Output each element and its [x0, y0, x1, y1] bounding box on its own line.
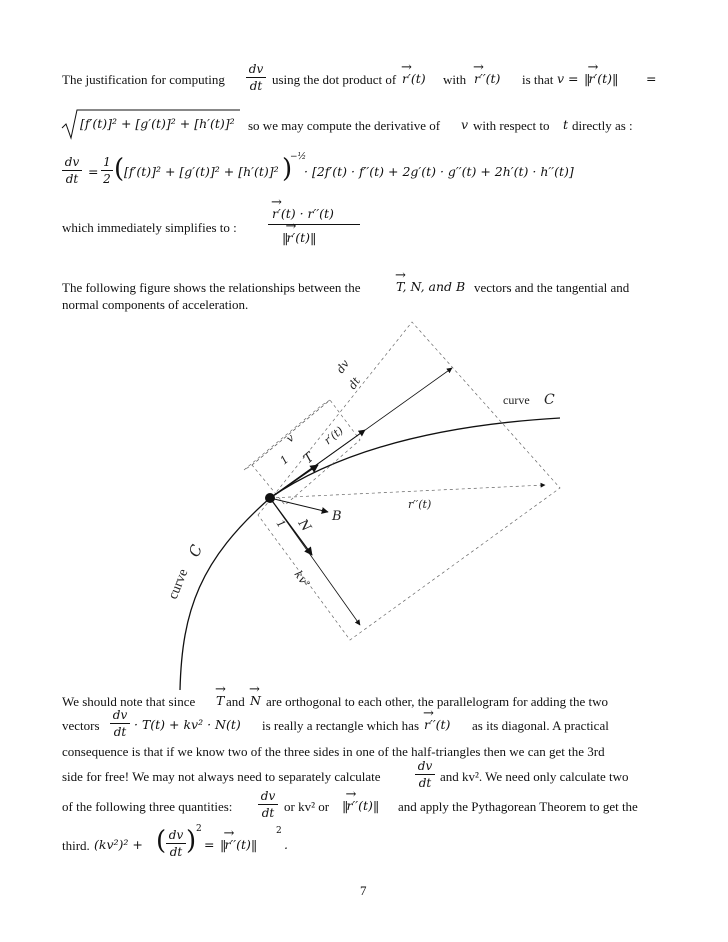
fig-one-b: 1 [273, 517, 289, 531]
frac-dv-dt-eq: dv dt [62, 155, 82, 186]
para2-kv2sq: (kv²)² + [94, 837, 143, 852]
r-dd-arrow [270, 485, 545, 498]
fig-curve-left: curve [165, 567, 192, 602]
para1-directly: directly as : [572, 118, 633, 133]
v-equals: v = [557, 71, 579, 86]
para1-so-we: so we may compute the derivative of [248, 118, 441, 133]
para2-norm-r-dd: ||→ r′′(t)|| [342, 798, 377, 813]
eq2-close-paren: ) [282, 154, 293, 184]
para1-mid: using the dot product of [272, 72, 397, 87]
fig-T: T [300, 449, 318, 468]
simplify-denominator: ||→ r′(t)|| [282, 230, 314, 245]
para2-frac-dvdt-3: dv dt [258, 789, 278, 820]
curve-c [180, 418, 560, 690]
para2-frac-dvdt-2: dv dt [415, 759, 435, 790]
fig-curve-right: curve [503, 393, 530, 407]
para2-l5b: or kv² or [284, 799, 330, 814]
outer-rect [258, 322, 560, 640]
frac-dv-dt: dv dt [246, 62, 266, 93]
eq2-exponent: −½ [290, 152, 307, 162]
fig-intro-vectors: → T, N, and B [396, 279, 465, 294]
fig-intro-line1b: vectors and the tangential and [474, 280, 630, 295]
eq2-rest: · [2f′(t) · f′′(t) + 2g′(t) · g′′(t) + 2h′(t) · h′′(t)] [304, 164, 574, 179]
page-number: 7 [360, 883, 367, 898]
equals-sign: = [646, 71, 657, 86]
fig-dt: dt [345, 374, 364, 392]
r-prime-vector: → r′(t) [402, 71, 426, 86]
para2-eq: = [204, 837, 215, 852]
fig-c-left: C [185, 542, 207, 560]
para2-l1b: are orthogonal to each other, the parallelogram for adding the two [266, 694, 609, 709]
norm-r-prime: ||→ r′(t)|| [584, 71, 616, 86]
simplify-numerator: → r′(t) · r′′(t) [272, 206, 334, 221]
var-v: v [461, 117, 469, 132]
para2-period: . [284, 837, 288, 852]
para1-lead: The justification for computing [62, 72, 225, 87]
eq2-open-paren: ( [114, 154, 125, 184]
para2-T: → T [216, 693, 224, 708]
para2-l2b: is really a rectangle which has [262, 718, 420, 733]
T-arrow [270, 465, 318, 498]
para2-l1a: We should note that since [62, 694, 196, 709]
para2-norm-r-dd-2: ||→ r′′(t)|| [220, 837, 255, 852]
para1-with: with [443, 72, 467, 87]
fig-kv2: kv² [291, 568, 313, 590]
sqrt-body: [f′(t)]² + [g′(t)]² + [h′(t)]² [80, 116, 235, 131]
para2-frac-dvdt-4: dv dt [166, 828, 186, 859]
fig-intro-line1a: The following figure shows the relationships between the [62, 280, 361, 295]
para2-l5a: of the following three quantities: [62, 799, 233, 814]
para2-N: → N [250, 693, 261, 708]
var-t: t [563, 117, 569, 132]
point [265, 493, 275, 503]
fig-r-prime: r′(t) [321, 423, 346, 448]
frac-half: 1 2 [101, 155, 113, 186]
para2-l2c: as its diagonal. A practical [472, 718, 609, 733]
fig-B: B [332, 509, 342, 524]
fig-one-a: 1 [277, 452, 292, 468]
para2-l4a: side for free! We may not always need to separately calculate [62, 769, 381, 784]
fig-dv: dv [333, 357, 353, 376]
para2-expr: · T(t) + kv² · N(t) [134, 717, 241, 732]
para2-l5c: and apply the Pythagorean Theorem to get the [398, 799, 638, 814]
para2-third: third. [62, 838, 90, 853]
eq2-equals: = [88, 164, 99, 179]
fig-c-right: C [544, 392, 555, 408]
fig-intro-line2: normal components of acceleration. [62, 297, 249, 312]
para2-l3: consequence is that if we know two of the three sides in one of the half-triangles then we can get the 3rd [62, 744, 605, 759]
para2-r-dd: → r′′(t) [424, 717, 450, 732]
fig-r-dd: r′′(t) [408, 498, 432, 511]
fig-N: N [294, 516, 314, 535]
para2-and: and [226, 694, 245, 709]
para2-vectors: vectors [62, 718, 100, 733]
r-double-prime-vector: → r′′(t) [474, 71, 500, 86]
fig-v: v [283, 431, 297, 446]
eq2-inner: [f′(t)]² + [g′(t)]² + [h′(t)]² [124, 164, 279, 179]
para2-l4b: and kv². We need only calculate two [440, 769, 629, 784]
para2-frac-dvdt: dv dt [110, 708, 130, 739]
para1-is-that: is that [522, 72, 554, 87]
para1-with-respect: with respect to [473, 118, 550, 133]
simplify-lead: which immediately simplifies to : [62, 220, 237, 235]
